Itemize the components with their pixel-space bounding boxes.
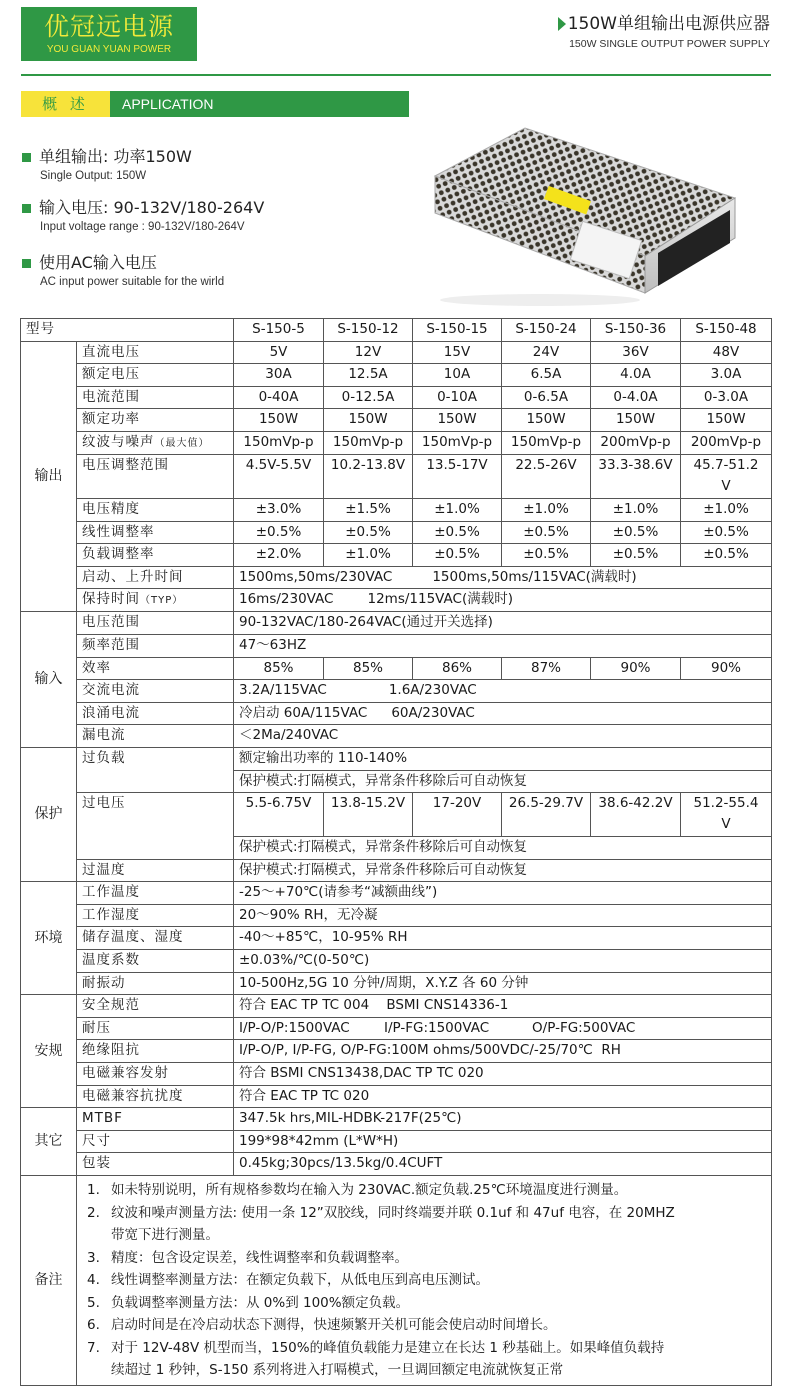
cell: ±1.5%	[324, 498, 413, 521]
cell-span	[234, 589, 772, 612]
row-label: 频率范围	[77, 634, 234, 657]
category-environment: 环境	[21, 882, 77, 995]
ac-current-230: 1.6A/230VAC	[388, 682, 477, 699]
feature-item	[22, 197, 264, 235]
row-label: 电压调整范围	[77, 454, 234, 498]
table-row-model	[21, 319, 772, 342]
table-row	[21, 995, 772, 1018]
table-row	[21, 927, 772, 950]
row-label-text: 保持时间	[82, 591, 140, 608]
note-item	[87, 1202, 765, 1225]
cell: 0-4.0A	[591, 386, 681, 409]
feature-cn: 输入电压: 90-132V/180-264V	[39, 198, 265, 217]
category-safety: 安规	[21, 995, 77, 1108]
cell-span	[234, 680, 772, 703]
row-label: 储存温度、湿度	[77, 927, 234, 950]
row-label: 浪涌电流	[77, 702, 234, 725]
cell: 10.2-13.8V	[324, 454, 413, 498]
cell-span: I/P-O/P, I/P-FG, O/P-FG:100M ohms/500VDC/-25/70℃ RH	[234, 1040, 772, 1063]
cell-span: 10-500Hz,5G 10 分钟/周期，X.Y.Z 各 60 分钟	[234, 972, 772, 995]
table-row	[21, 702, 772, 725]
row-label: 负载调整率	[77, 544, 234, 567]
table-row	[21, 1063, 772, 1086]
category-input: 输入	[21, 612, 77, 748]
table-row	[21, 544, 772, 567]
note-num: 2.	[87, 1204, 100, 1221]
table-row	[21, 409, 772, 432]
brand-logo	[21, 7, 197, 61]
table-row	[21, 521, 772, 544]
row-label: 效率	[77, 657, 234, 680]
note-text: 线性调整率测量方法：在额定负载下，从低电压到高电压测试。	[111, 1272, 489, 1288]
cell: 200mVp-p	[681, 431, 772, 454]
feature-en: Input voltage range : 90-132V/180-264V	[40, 221, 245, 233]
category-others: 其它	[21, 1108, 77, 1176]
model-header: S-150-5	[234, 319, 324, 342]
model-header: S-150-36	[591, 319, 681, 342]
cell: 150mVp-p	[324, 431, 413, 454]
note-item	[87, 1292, 765, 1315]
cell: ±0.5%	[234, 521, 324, 544]
cell: 4.5V-5.5V	[234, 454, 324, 498]
inrush-115: 冷启动 60A/115VAC	[239, 704, 368, 721]
row-label: 安全规范	[77, 995, 234, 1018]
table-row	[21, 454, 772, 498]
note-text: 对于 12V-48V 机型而当，150%的峰值负载能力是建立在长达 1 秒基础上。如果峰值负载持	[111, 1339, 665, 1356]
cell: 90%	[681, 657, 772, 680]
model-header: S-150-24	[502, 319, 591, 342]
cell: ±1.0%	[502, 498, 591, 521]
cell: ±1.0%	[324, 544, 413, 567]
table-row	[21, 904, 772, 927]
note-num: 5.	[87, 1294, 100, 1311]
note-text: 纹波和噪声测量方法: 使用一条 12”双胶线，同时终端要并联 0.1uf 和 47uf 电容，在 20MHZ	[111, 1204, 675, 1221]
cell-span: 额定输出功率的 110-140%	[234, 747, 772, 770]
cell: 38.6-42.2V	[591, 793, 681, 837]
row-label: 电磁兼容发射	[77, 1063, 234, 1086]
spec-table	[20, 318, 772, 1386]
cell: 87%	[502, 657, 591, 680]
cell-span: ±0.03%/℃(0-50℃)	[234, 950, 772, 973]
cell: 90%	[591, 657, 681, 680]
table-row	[21, 747, 772, 770]
feature-en: AC input power suitable for the wirld	[40, 276, 225, 288]
cell: 200mVp-p	[591, 431, 681, 454]
cell: ±1.0%	[591, 498, 681, 521]
cell: 150W	[591, 409, 681, 432]
row-label: 温度系数	[77, 950, 234, 973]
cell: 51.2-55.4 V	[681, 793, 772, 837]
inrush-230: 60A/230VAC	[391, 704, 475, 721]
table-row	[21, 364, 772, 387]
cell: 150W	[502, 409, 591, 432]
category-notes: 备注	[21, 1176, 77, 1386]
row-label: 额定功率	[77, 409, 234, 432]
row-label	[77, 431, 234, 454]
model-header: S-150-48	[681, 319, 772, 342]
row-label: 包装	[77, 1153, 234, 1176]
cell-span: -40～+85℃，10-95% RH	[234, 927, 772, 950]
cell-span	[234, 702, 772, 725]
cell: 86%	[413, 657, 502, 680]
table-row	[21, 793, 772, 837]
cell-span: -25～+70℃(请参考“减额曲线”)	[234, 882, 772, 905]
row-label	[77, 589, 234, 612]
row-label: 过负载	[77, 747, 234, 792]
row-label: 工作湿度	[77, 904, 234, 927]
note-text: 负载调整率测量方法：从 0%到 100%额定负载。	[111, 1294, 410, 1311]
cell: 150mVp-p	[502, 431, 591, 454]
cell: 0-40A	[234, 386, 324, 409]
category-protection: 保护	[21, 747, 77, 881]
notes-list	[87, 1177, 765, 1384]
note-num: 3.	[87, 1249, 100, 1266]
category-output: 输出	[21, 341, 77, 612]
logo-en: YOU GUAN YUAN POWER	[46, 44, 172, 55]
cell: ±3.0%	[234, 498, 324, 521]
cell: 36V	[591, 341, 681, 364]
note-continuation: 续超过 1 秒钟，S-150 系列将进入打嗝模式，一旦调回额定电流就恢复正常	[111, 1362, 564, 1378]
feature-cn: 单组输出: 功率150W	[39, 147, 192, 166]
model-header: S-150-15	[413, 319, 502, 342]
model-header: S-150-12	[324, 319, 413, 342]
row-label: 工作温度	[77, 882, 234, 905]
cell-span: 符合 EAC TP TC 020	[234, 1085, 772, 1108]
row-label-note: （TYP）	[140, 595, 184, 607]
table-row	[21, 950, 772, 973]
row-label: 过电压	[77, 793, 234, 860]
cell: 0-10A	[413, 386, 502, 409]
cell-span: ＜2Ma/240VAC	[234, 725, 772, 748]
cell: ±1.0%	[681, 498, 772, 521]
note-num: 6.	[87, 1317, 100, 1333]
cell: 4.0A	[591, 364, 681, 387]
table-row	[21, 498, 772, 521]
note-item	[87, 1269, 765, 1292]
row-label: 直流电压	[77, 341, 234, 364]
cell: 150W	[681, 409, 772, 432]
cell-span: 保护模式:打隔模式，异常条件移除后可自动恢复	[234, 837, 772, 860]
header-divider	[21, 74, 771, 76]
note-text: 如未特别说明，所有规格参数均在输入为 230VAC.额定负载.25℃环境温度进行测量。	[111, 1182, 628, 1198]
row-label: 启动、上升时间	[77, 566, 234, 589]
row-label: 过温度	[77, 859, 234, 882]
model-label: 型号	[21, 319, 234, 342]
row-label: 耐振动	[77, 972, 234, 995]
feature-item	[22, 146, 192, 184]
hold-230: 16ms/230VAC	[239, 591, 334, 608]
square-bullet-icon	[22, 259, 31, 268]
table-row	[21, 1085, 772, 1108]
table-row	[21, 972, 772, 995]
product-title	[558, 12, 770, 52]
table-row	[21, 1040, 772, 1063]
table-row	[21, 431, 772, 454]
feature-item	[22, 252, 224, 290]
note-num: 1.	[87, 1182, 100, 1198]
cell: 150mVp-p	[234, 431, 324, 454]
table-row	[21, 589, 772, 612]
hold-115: 12ms/115VAC(满载时)	[367, 591, 513, 608]
note-item	[87, 1314, 765, 1337]
row-label: 绝缘阻抗	[77, 1040, 234, 1063]
table-row	[21, 634, 772, 657]
cell-span: 符合 EAC TP TC 004 BSMI CNS14336-1	[234, 995, 772, 1018]
cell: ±0.5%	[591, 521, 681, 544]
cell: 12V	[324, 341, 413, 364]
table-row	[21, 612, 772, 635]
cell-span: 符合 BSMI CNS13438,DAC TP TC 020	[234, 1063, 772, 1086]
square-bullet-icon	[22, 153, 31, 162]
table-row	[21, 1108, 772, 1131]
note-item	[87, 1337, 765, 1360]
note-item	[87, 1179, 765, 1202]
table-row	[21, 1130, 772, 1153]
cell: ±0.5%	[502, 544, 591, 567]
cell-span: 90-132VAC/180-264VAC(通过开关选择)	[234, 612, 772, 635]
cell: 12.5A	[324, 364, 413, 387]
note-item	[87, 1247, 765, 1270]
row-label: 电压范围	[77, 612, 234, 635]
row-label: 电压精度	[77, 498, 234, 521]
row-label-text: 纹波与噪声	[82, 433, 155, 450]
cell-span: I/P-O/P:1500VAC I/P-FG:1500VAC O/P-FG:500VAC	[234, 1017, 772, 1040]
cell: 45.7-51.2 V	[681, 454, 772, 498]
cell: 6.5A	[502, 364, 591, 387]
triangle-bullet-icon	[558, 17, 566, 31]
cell: 15V	[413, 341, 502, 364]
table-row	[21, 859, 772, 882]
note-text: 精度：包含设定误差，线性调整率和负载调整率。	[111, 1249, 408, 1266]
row-label: 漏电流	[77, 725, 234, 748]
table-row	[21, 1017, 772, 1040]
cell: 150W	[413, 409, 502, 432]
row-label: 电流范围	[77, 386, 234, 409]
cell: ±0.5%	[413, 544, 502, 567]
section-title-cn: 概 述	[21, 91, 110, 117]
note-num: 4.	[87, 1272, 100, 1288]
cell: ±0.5%	[324, 521, 413, 544]
cell: ±1.0%	[413, 498, 502, 521]
square-bullet-icon	[22, 204, 31, 213]
logo-cn: 优冠远电源	[43, 12, 174, 41]
cell-span: 0.45kg;30pcs/13.5kg/0.4CUFT	[234, 1153, 772, 1176]
cell: 13.5-17V	[413, 454, 502, 498]
note-num: 7.	[87, 1339, 100, 1356]
table-row	[21, 725, 772, 748]
row-label: 额定电压	[77, 364, 234, 387]
cell-span: 保护模式:打隔模式，异常条件移除后可自动恢复	[234, 859, 772, 882]
table-row	[21, 882, 772, 905]
row-label: MTBF	[77, 1108, 234, 1131]
cell: 17-20V	[413, 793, 502, 837]
cell: 13.8-15.2V	[324, 793, 413, 837]
ac-current-115: 3.2A/115VAC	[239, 682, 327, 699]
feature-en: Single Output: 150W	[40, 170, 147, 182]
row-label: 尺寸	[77, 1130, 234, 1153]
cell: 26.5-29.7V	[502, 793, 591, 837]
cell: 85%	[324, 657, 413, 680]
table-row	[21, 657, 772, 680]
table-row	[21, 386, 772, 409]
cell: ±0.5%	[681, 544, 772, 567]
product-image	[430, 118, 760, 308]
cell: 48V	[681, 341, 772, 364]
cell: ±0.5%	[681, 521, 772, 544]
feature-cn: 使用AC输入电压	[39, 253, 157, 272]
cell: ±0.5%	[413, 521, 502, 544]
section-title-en: APPLICATION	[110, 91, 409, 117]
startup-115: 1500ms,50ms/115VAC(满载时)	[432, 568, 637, 585]
cell: 5V	[234, 341, 324, 364]
table-row	[21, 341, 772, 364]
cell: 85%	[234, 657, 324, 680]
notes-cell	[77, 1176, 772, 1386]
cell: 5.5-6.75V	[234, 793, 324, 837]
cell-span: 保护模式:打隔模式，异常条件移除后可自动恢复	[234, 770, 772, 793]
cell: ±2.0%	[234, 544, 324, 567]
cell-span: 47～63HZ	[234, 634, 772, 657]
cell: 150mVp-p	[413, 431, 502, 454]
row-label: 电磁兼容抗扰度	[77, 1085, 234, 1108]
startup-230: 1500ms,50ms/230VAC	[239, 568, 393, 585]
note-text: 启动时间是在冷启动状态下测得，快速频繁开关机可能会使启动时间增长。	[111, 1317, 557, 1333]
row-label: 耐压	[77, 1017, 234, 1040]
row-label: 交流电流	[77, 680, 234, 703]
row-label-note: （最大值）	[154, 437, 210, 449]
cell: 0-6.5A	[502, 386, 591, 409]
table-row	[21, 566, 772, 589]
title-cn: 150W单组输出电源供应器	[567, 14, 770, 34]
note-continuation: 带宽下进行测量。	[111, 1227, 219, 1243]
cell: 24V	[502, 341, 591, 364]
cell: 30A	[234, 364, 324, 387]
cell-span	[234, 566, 772, 589]
cell-span: 20～90% RH，无冷凝	[234, 904, 772, 927]
cell-span: 199*98*42mm (L*W*H)	[234, 1130, 772, 1153]
cell: 33.3-38.6V	[591, 454, 681, 498]
cell: 0-12.5A	[324, 386, 413, 409]
table-row	[21, 680, 772, 703]
row-label: 线性调整率	[77, 521, 234, 544]
table-row	[21, 1153, 772, 1176]
title-en: 150W SINGLE OUTPUT POWER SUPPLY	[569, 38, 770, 50]
cell: ±0.5%	[502, 521, 591, 544]
cell: 150W	[324, 409, 413, 432]
cell-span: 347.5k hrs,MIL-HDBK-217F(25℃)	[234, 1108, 772, 1131]
table-row-notes	[21, 1176, 772, 1386]
cell: 0-3.0A	[681, 386, 772, 409]
cell: ±0.5%	[591, 544, 681, 567]
cell: 10A	[413, 364, 502, 387]
cell: 150W	[234, 409, 324, 432]
section-header-application	[21, 91, 409, 117]
cell: 3.0A	[681, 364, 772, 387]
cell: 22.5-26V	[502, 454, 591, 498]
